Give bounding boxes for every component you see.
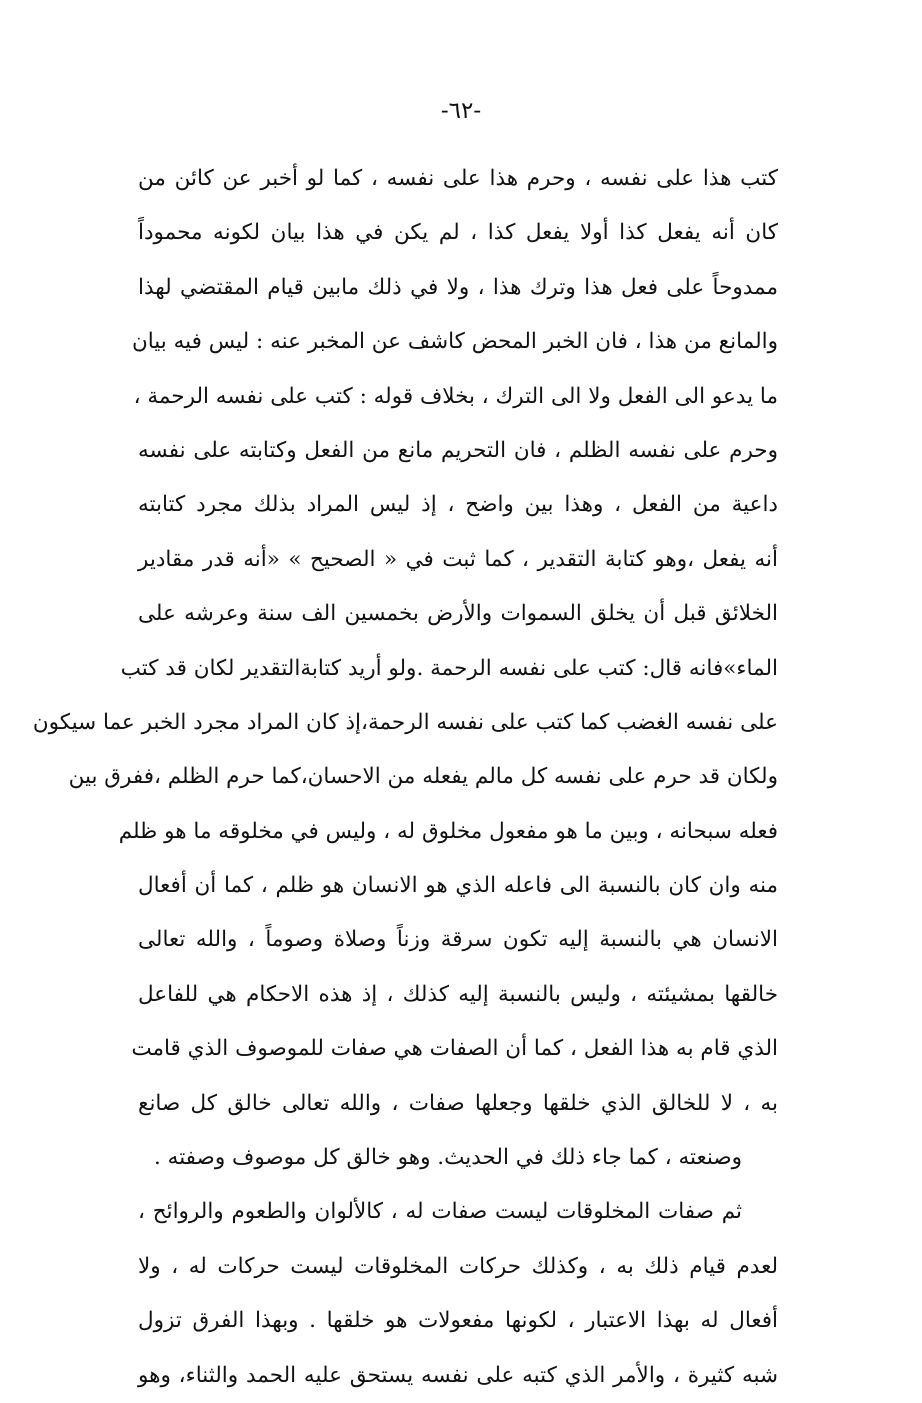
text-line: شبه كثيرة ، والأمر الذي كتبه على نفسه يستحق عليه الحمد والثناء، وهو — [138, 1362, 778, 1388]
text-line: أفعال له بهذا الاعتبار ، لكونها مفعولات هو خلقها . وبهذا الفرق تزول — [138, 1308, 778, 1334]
paragraph-1 — [32, 152, 778, 1185]
text-line: الانسان هي بالنسبة إليه تكون سرقة وزناً وصلاة وصوماً ، والله تعالى — [138, 927, 778, 953]
text-line: وصنعته ، كما جاء ذلك في الحديث. وهو خالق كل موصوف وصفته . — [154, 1145, 742, 1171]
paragraph-2 — [138, 1185, 778, 1403]
text-line: أنه يفعل ،وهو كتابة التقدير ، كما ثبت في « الصحيح » «أنه قدر مقادير — [138, 546, 778, 572]
body-text — [32, 152, 778, 1403]
text-line: الماء»فانه قال: كتب على نفسه الرحمة .ولو أريد كتابةالتقدير لكان قد كتب — [120, 655, 778, 681]
text-line: فعله سبحانه ، وبين ما هو مفعول مخلوق له ، وليس في مخلوقه ما هو ظلم — [118, 818, 778, 844]
text-line: خالقها بمشيئته ، وليس بالنسبة إليه كذلك ، إذ هذه الاحكام هي للفاعل — [138, 981, 778, 1007]
text-line: ولكان قد حرم على نفسه كل مالم يفعله من الاحسان،كما حرم الظلم ،ففرق بين — [68, 764, 778, 790]
text-line: والمانع من هذا ، فان الخبر المحض كاشف عن المخبر عنه : ليس فيه بيان — [131, 329, 778, 355]
text-line: كتب هذا على نفسه ، وحرم هذا على نفسه ، كما لو أخبر عن كائن من — [138, 166, 778, 191]
text-line: ممدوحاً على فعل هذا وترك هذا ، ولا في ذلك مابين قيام المقتضي لهذا — [138, 274, 778, 300]
text-line: داعية من الفعل ، وهذا بين واضح ، إذ ليس المراد بذلك مجرد كتابته — [138, 492, 778, 518]
page-number: -٦٢- — [440, 98, 482, 124]
text-line: كان أنه يفعل كذا أولا يفعل كذا ، لم يكن في هذا بيان لكونه محموداً — [138, 220, 778, 246]
text-line: الذي قام به هذا الفعل ، كما أن الصفات هي صفات للموصوف الذي قامت — [131, 1036, 778, 1062]
text-line: الخلائق قبل أن يخلق السموات والأرض بخمسين الف سنة وعرشه على — [138, 601, 778, 627]
text-line: ما يدعو الى الفعل ولا الى الترك ، بخلاف قوله : كتب على نفسه الرحمة ، — [133, 383, 778, 409]
text-line: ثم صفات المخلوقات ليست صفات له ، كالألوان والطعوم والروائح ، — [138, 1199, 742, 1225]
text-line: به ، لا للخالق الذي خلقها وجعلها صفات ، والله تعالى خالق كل صانع — [138, 1090, 778, 1116]
text-line: على نفسه الغضب كما كتب على نفسه الرحمة،إذ كان المراد مجرد الخبر عما سيكون — [32, 709, 778, 735]
text-line: وحرم على نفسه الظلم ، فان التحريم مانع من الفعل وكتابته على نفسه — [138, 437, 778, 463]
text-line: منه وان كان بالنسبة الى فاعله الذي هو الانسان هو ظلم ، كما أن أفعال — [138, 873, 778, 899]
text-line: لعدم قيام ذلك به ، وكذلك حركات المخلوقات ليست حركات له ، ولا — [138, 1253, 778, 1279]
